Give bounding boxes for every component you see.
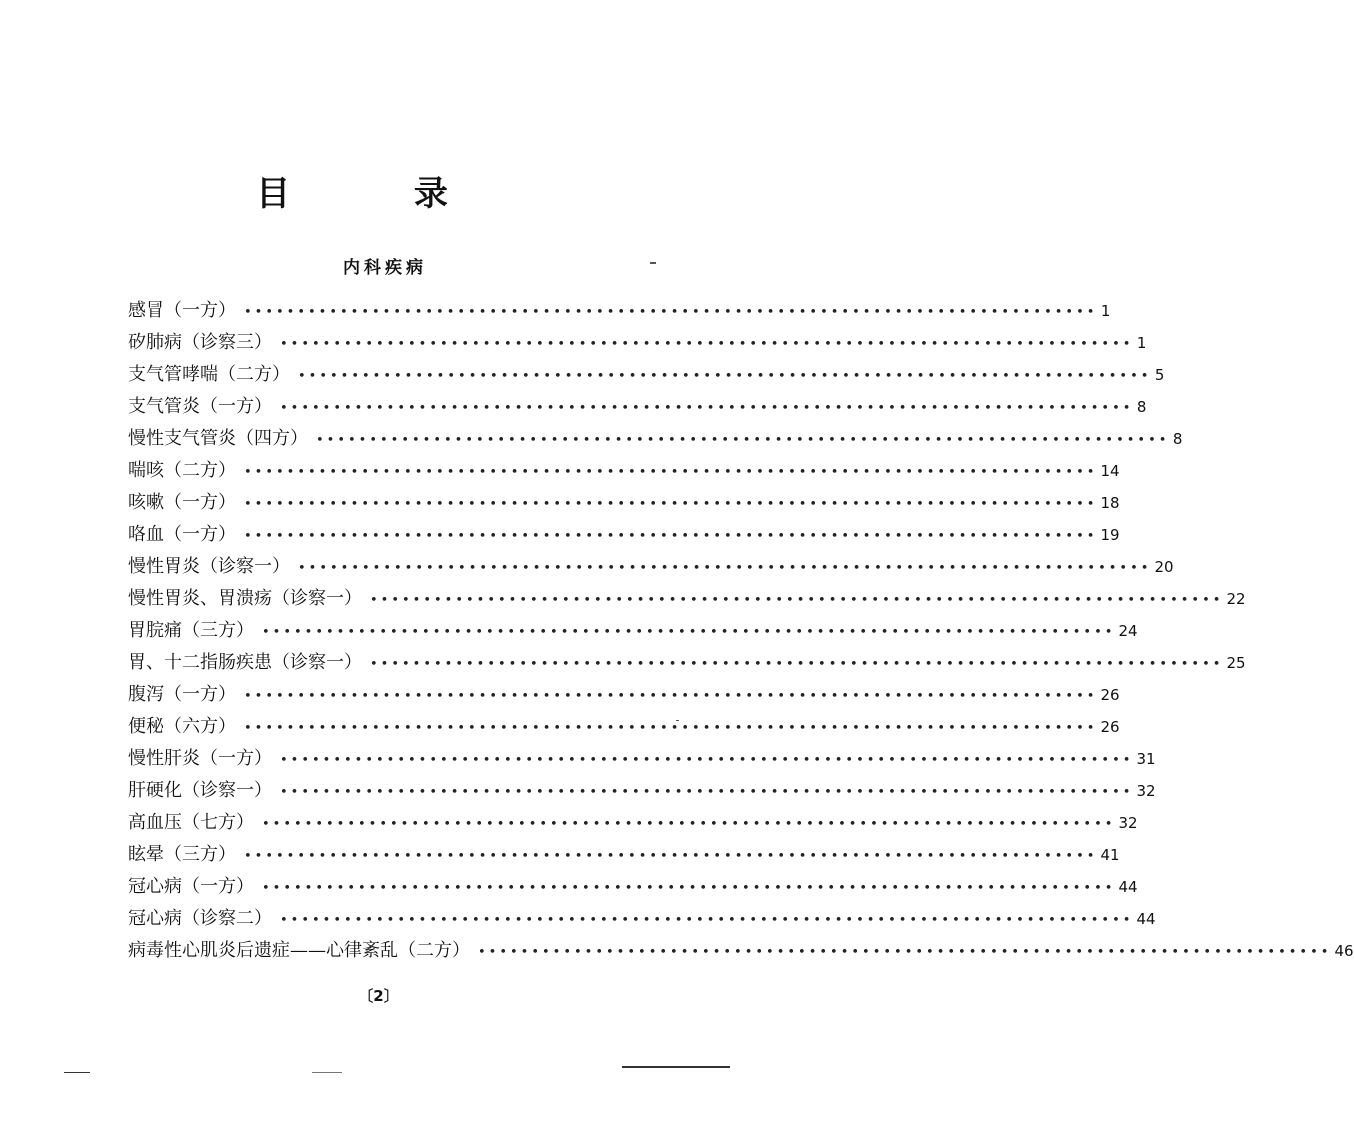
toc-entry-page: 32 — [1118, 814, 1138, 832]
toc-entry-page: 8 — [1136, 398, 1147, 416]
toc-entry-title: 病毒性心肌炎后遗症——心律紊乱（二方） — [128, 940, 470, 961]
toc-entry-title: 胃、十二指肠疾患（诊察一） — [128, 652, 362, 673]
toc-entry[interactable] — [128, 743, 1156, 775]
dot-leader: •••••••••••••••••••••••••••••••••••••••••••••••••••••••••••••••••••••••••••••••• — [280, 785, 1134, 800]
toc-entry-page: 1 — [1100, 302, 1111, 320]
toc-entry-page: 1 — [1136, 334, 1147, 352]
dot-leader: •••••••••••••••••••••••••••••••••••••••••••••••••••••••••••••••••••••••••••••••• — [280, 913, 1134, 928]
toc-entry[interactable] — [128, 647, 1246, 679]
toc-entry[interactable] — [128, 711, 1120, 743]
dot-leader: •••••••••••••••••••••••••••••••••••••••••••••••••••••••••••••••••••••••••••••••• — [280, 337, 1134, 352]
toc-entry[interactable] — [128, 807, 1138, 839]
toc-entry[interactable] — [128, 487, 1120, 519]
toc-entry-title: 便秘（六方） — [128, 716, 236, 737]
toc-entry-page: 14 — [1100, 462, 1120, 480]
toc-entry-page: 25 — [1226, 654, 1246, 672]
toc-entry-title: 肝硬化（诊察一） — [128, 780, 272, 801]
toc-entry[interactable] — [128, 839, 1120, 871]
toc-entry-title: 慢性肝炎（一方） — [128, 748, 272, 769]
dot-leader: •••••••••••••••••••••••••••••••••••••••••••••••••••••••••••••••••••••••••••••••• — [280, 753, 1134, 768]
toc-entry-title: 胃脘痛（三方） — [128, 620, 254, 641]
page-title: 目 录 — [256, 174, 504, 214]
toc-entry-title: 矽肺病（诊察三） — [128, 332, 272, 353]
scan-mark-right — [622, 1066, 730, 1068]
toc-entry-title: 咳嗽（一方） — [128, 492, 236, 513]
dot-leader: •••••••••••••••••••••••••••••••••••••••••••••••••••••••••••••••••••••••••••••••• — [262, 625, 1116, 640]
toc-entry-page: 18 — [1100, 494, 1120, 512]
toc-entry[interactable] — [128, 295, 1111, 327]
dot-leader: •••••••••••••••••••••••••••••••••••••••••••••••••••••••••••••••••••••••••••••••• — [298, 561, 1152, 576]
toc-entry-title: 眩晕（三方） — [128, 844, 236, 865]
toc-entry[interactable] — [128, 935, 1354, 967]
scan-mark-top-right — [650, 262, 656, 264]
scan-mark-side — [676, 720, 679, 721]
toc-entry-page: 31 — [1136, 750, 1156, 768]
toc-entry-title: 慢性胃炎、胃溃疡（诊察一） — [128, 588, 362, 609]
dot-leader: •••••••••••••••••••••••••••••••••••••••••••••••••••••••••••••••••••••••••••••••• — [244, 529, 1098, 544]
toc-entry-page: 46 — [1334, 942, 1354, 960]
toc-entry-page: 8 — [1172, 430, 1183, 448]
toc-entry-title: 支气管炎（一方） — [128, 396, 272, 417]
toc-entry[interactable] — [128, 359, 1165, 391]
dot-leader: •••••••••••••••••••••••••••••••••••••••••••••••••••••••••••••••••••••••••••••••• — [244, 721, 1098, 736]
toc-entry-page: 44 — [1118, 878, 1138, 896]
toc-entry-page: 44 — [1136, 910, 1156, 928]
toc-entry[interactable] — [128, 327, 1147, 359]
toc-entry-title: 喘咳（二方） — [128, 460, 236, 481]
dot-leader: •••••••••••••••••••••••••••••••••••••••••••••••••••••••••••••••••••••••••••••••• — [298, 369, 1152, 384]
toc-entry-page: 26 — [1100, 718, 1120, 736]
dot-leader: •••••••••••••••••••••••••••••••••••••••••••••••••••••••••••••••••••••••••••••••• — [244, 305, 1098, 320]
page-number: 〔2〕 — [358, 987, 399, 1005]
dot-leader: •••••••••••••••••••••••••••••••••••••••••••••••••••••••••••••••••••••••••••••••• — [316, 433, 1170, 448]
toc-entry[interactable] — [128, 679, 1120, 711]
dot-leader: •••••••••••••••••••••••••••••••••••••••••••••••••••••••••••••••••••••••••••••••• — [244, 689, 1098, 704]
dot-leader: •••••••••••••••••••••••••••••••••••••••••••••••••••••••••••••••••••••••••••••••• — [370, 657, 1224, 672]
toc-entry[interactable] — [128, 455, 1120, 487]
scan-mark-left — [64, 1072, 90, 1073]
toc-entry[interactable] — [128, 423, 1183, 455]
toc-entry[interactable] — [128, 519, 1120, 551]
toc-entry-title: 冠心病（一方） — [128, 876, 254, 897]
dot-leader: •••••••••••••••••••••••••••••••••••••••••••••••••••••••••••••••••••••••••••••••• — [280, 401, 1134, 416]
toc-entry-page: 20 — [1154, 558, 1174, 576]
section-heading: 内科疾病 — [343, 258, 427, 278]
dot-leader: •••••••••••••••••••••••••••••••••••••••••••••••••••••••••••••••••••••••••••••••• — [370, 593, 1224, 608]
toc-entry[interactable] — [128, 871, 1138, 903]
toc-entry-page: 24 — [1118, 622, 1138, 640]
toc-entry[interactable] — [128, 551, 1174, 583]
toc-entry-page: 32 — [1136, 782, 1156, 800]
dot-leader: •••••••••••••••••••••••••••••••••••••••••••••••••••••••••••••••••••••••••••••••• — [244, 497, 1098, 512]
toc-entry-title: 慢性胃炎（诊察一） — [128, 556, 290, 577]
toc-entry-title: 腹泻（一方） — [128, 684, 236, 705]
toc-entry-page: 5 — [1154, 366, 1165, 384]
toc-entry-title: 感冒（一方） — [128, 300, 236, 321]
toc-entry-title: 高血压（七方） — [128, 812, 254, 833]
dot-leader: •••••••••••••••••••••••••••••••••••••••••••••••••••••••••••••••••••••••••••••••• — [244, 465, 1098, 480]
toc-entry[interactable] — [128, 391, 1147, 423]
dot-leader: •••••••••••••••••••••••••••••••••••••••••••••••••••••••••••••••••••••••••••••••• — [478, 945, 1332, 960]
toc-entry[interactable] — [128, 903, 1156, 935]
dot-leader: •••••••••••••••••••••••••••••••••••••••••••••••••••••••••••••••••••••••••••••••• — [262, 881, 1116, 896]
toc-entry-page: 22 — [1226, 590, 1246, 608]
scan-mark-center — [312, 1072, 342, 1073]
toc-entry-title: 支气管哮喘（二方） — [128, 364, 290, 385]
toc-entry-title: 咯血（一方） — [128, 524, 236, 545]
toc-entry-page: 41 — [1100, 846, 1120, 864]
toc-entry[interactable] — [128, 775, 1156, 807]
dot-leader: •••••••••••••••••••••••••••••••••••••••••••••••••••••••••••••••••••••••••••••••• — [244, 849, 1098, 864]
toc-entry[interactable] — [128, 583, 1246, 615]
toc-entry-title: 慢性支气管炎（四方） — [128, 428, 308, 449]
table-of-contents — [128, 295, 1354, 967]
toc-entry-page: 26 — [1100, 686, 1120, 704]
toc-entry[interactable] — [128, 615, 1138, 647]
dot-leader: •••••••••••••••••••••••••••••••••••••••••••••••••••••••••••••••••••••••••••••••• — [262, 817, 1116, 832]
toc-entry-page: 19 — [1100, 526, 1120, 544]
toc-entry-title: 冠心病（诊察二） — [128, 908, 272, 929]
